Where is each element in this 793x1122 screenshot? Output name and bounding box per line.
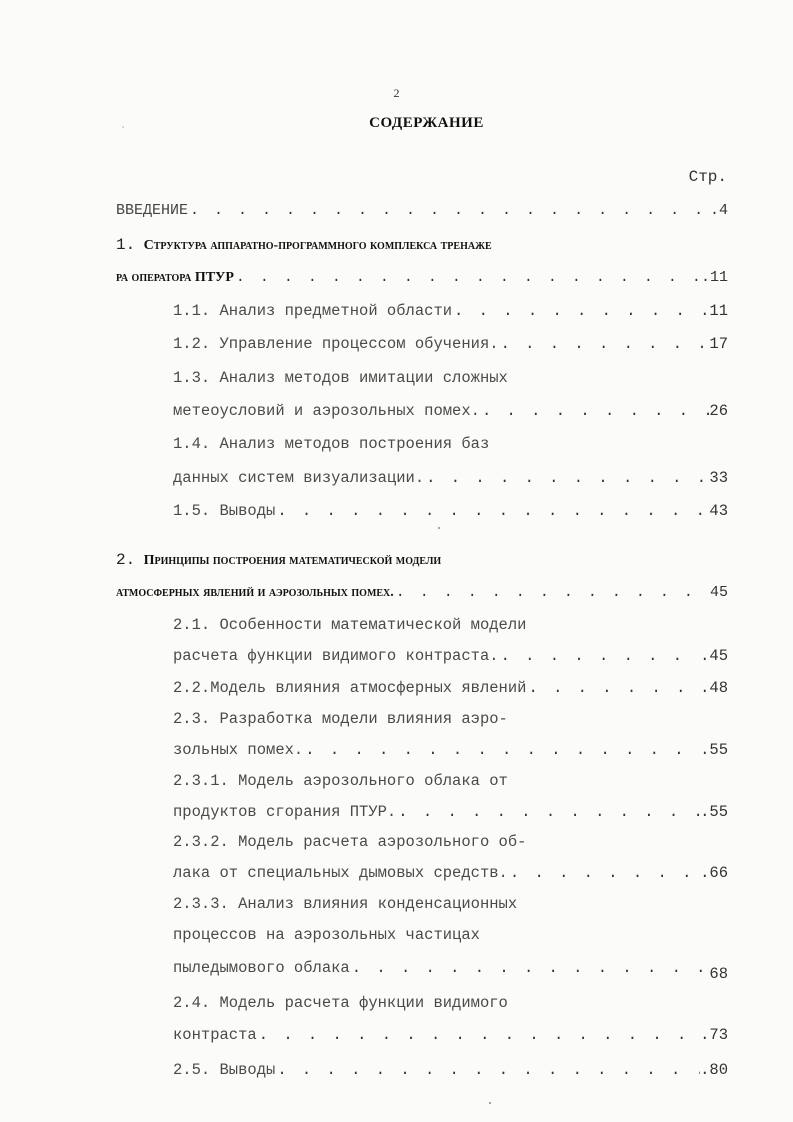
scan-speck — [489, 1102, 491, 1104]
toc-section-2-4-line-1[interactable]: 2.4. Модель расчета функции видимого — [173, 994, 508, 1012]
toc-entry-text: 2.2.Модель влияния атмосферных явлений — [173, 679, 527, 697]
toc-entry-page: .80 — [700, 1061, 728, 1079]
scan-speck — [438, 527, 440, 529]
toc-leader-dots — [424, 467, 709, 489]
toc-entry-text: 2.5. Выводы — [173, 1061, 276, 1079]
toc-chapter-1-heading-end[interactable] — [116, 267, 728, 289]
toc-leader-dots — [303, 739, 700, 761]
chapter-title-line: ра оператора ПТУР — [116, 270, 234, 285]
toc-section-2-3-3-line-2[interactable]: процессов на аэрозольных частицах — [173, 926, 480, 944]
toc-section-2-3-3-line-1[interactable]: 2.3.3. Анализ влияния конденсационных — [173, 895, 518, 913]
toc-chapter-1-heading[interactable] — [116, 234, 728, 256]
toc-leader-dots — [257, 1024, 700, 1046]
chapter-title-line: Принципы построения математической модели — [143, 553, 442, 568]
toc-entry-page: .55 — [700, 741, 728, 759]
toc-section-1-3[interactable] — [173, 400, 728, 422]
toc-entry-page: 26 — [709, 402, 728, 420]
toc-section-1-4[interactable] — [173, 467, 728, 489]
toc-entry-page: 43 — [709, 502, 728, 520]
toc-section-1-3-line-1[interactable]: 1.3. Анализ методов имитации сложных — [173, 369, 508, 387]
toc-leader-dots — [350, 957, 710, 979]
page-column-label: Стр. — [688, 168, 727, 186]
toc-section-2-1-line-1[interactable]: 2.1. Особенности математической модели — [173, 616, 527, 634]
toc-entry-text: данных систем визуализации. — [173, 469, 425, 487]
toc-leader-dots — [499, 645, 701, 667]
chapter-number: 1. — [116, 236, 136, 254]
chapter-number: 2. — [116, 551, 136, 569]
toc-entry-text: зольных помех. — [173, 741, 304, 759]
toc-entry-page: 33 — [709, 469, 728, 487]
toc-chapter-2-heading[interactable] — [116, 549, 728, 571]
toc-entry-page: .11 — [700, 269, 728, 286]
chapter-title-line: атмосферных явлений и аэрозольных помех. — [116, 585, 394, 600]
toc-entry-text: лака от специальных дымовых средств. — [173, 864, 508, 882]
toc-section-2-3-line-1[interactable]: 2.3. Разработка модели влияния аэро- — [173, 710, 508, 728]
toc-entry-page: 45 — [709, 584, 728, 601]
page-number: 2 — [393, 86, 400, 100]
toc-leader-dots — [275, 1059, 700, 1081]
toc-leader-dots — [188, 200, 710, 222]
toc-section-2-3-2-line-1[interactable]: 2.3.2. Модель расчета аэрозольного об- — [173, 833, 527, 851]
toc-leader-dots — [234, 267, 701, 289]
toc-section-1-5[interactable] — [173, 500, 728, 522]
toc-entry-text: пыледымового облака — [173, 959, 350, 977]
toc-entry-text: 1.2. Управление процессом обучения. — [173, 335, 499, 353]
toc-entry-page: 17 — [709, 335, 728, 353]
toc-entry-page: .45 — [700, 647, 728, 665]
chapter-title-line: Структура аппаратно-программного комплекса тренаже — [143, 238, 492, 253]
toc-entry-text: метеоусловий и аэрозольных помех. — [173, 402, 480, 420]
toc-leader-dots — [394, 582, 710, 604]
toc-leader-dots — [480, 400, 709, 422]
toc-entry-page: .66 — [700, 864, 728, 882]
toc-section-2-2[interactable] — [173, 677, 728, 699]
toc-leader-dots — [499, 333, 710, 355]
toc-section-2-3-1-line-1[interactable]: 2.3.1. Модель аэрозольного облака от — [173, 772, 508, 790]
toc-section-2-3-2[interactable] — [173, 862, 728, 884]
toc-leader-dots — [452, 300, 700, 322]
toc-entry-text: расчета функции видимого контраста. — [173, 647, 499, 665]
toc-leader-dots — [396, 801, 700, 823]
toc-entry-text: контраста — [173, 1026, 257, 1044]
scan-speck — [122, 126, 124, 128]
toc-entry-page: .48 — [700, 679, 728, 697]
toc-section-1-1[interactable] — [173, 300, 728, 322]
toc-section-2-3-3[interactable] — [173, 957, 728, 983]
toc-entry-introduction[interactable] — [116, 200, 728, 222]
page-title: СОДЕРЖАНИЕ — [369, 115, 484, 131]
toc-leader-dots — [508, 862, 700, 884]
toc-section-2-4[interactable] — [173, 1024, 728, 1046]
toc-entry-text: 1.5. Выводы — [173, 502, 276, 520]
toc-entry-text: 1.1. Анализ предметной области — [173, 302, 453, 320]
toc-entry-text: ВВЕДЕНИЕ — [116, 202, 189, 219]
toc-section-2-1[interactable] — [173, 645, 728, 667]
toc-section-2-3[interactable] — [173, 739, 728, 761]
toc-section-1-2[interactable] — [173, 333, 728, 355]
toc-entry-page: .11 — [700, 302, 728, 320]
toc-section-1-4-line-1[interactable]: 1.4. Анализ методов построения баз — [173, 435, 490, 453]
toc-leader-dots — [526, 677, 700, 699]
toc-entry-page: .4 — [709, 202, 728, 219]
toc-section-2-3-1[interactable] — [173, 801, 728, 823]
toc-leader-dots — [275, 500, 709, 522]
toc-entry-page: .55 — [700, 803, 728, 821]
toc-entry-text: продуктов сгорания ПТУР. — [173, 803, 397, 821]
toc-entry-page: .73 — [700, 1026, 728, 1044]
toc-entry-page: 68 — [709, 965, 728, 983]
toc-chapter-2-heading-end[interactable] — [116, 582, 728, 604]
toc-section-2-5[interactable] — [173, 1059, 728, 1081]
